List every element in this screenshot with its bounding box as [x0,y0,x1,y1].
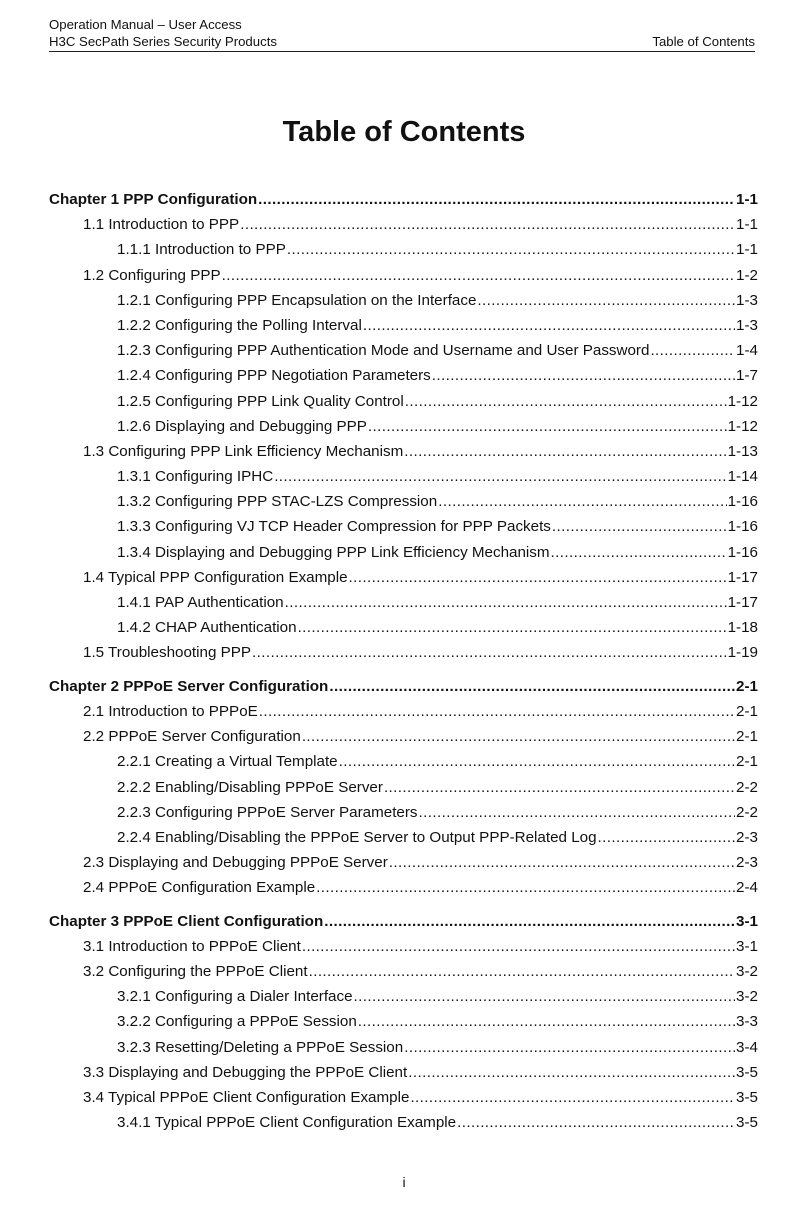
toc-subsection-entry[interactable] [49,540,758,565]
dot-leader [349,565,727,590]
toc-entry-page: 1-1 [736,191,758,208]
dot-leader [252,640,727,665]
toc-entry-page: 3-1 [736,912,758,930]
dot-leader [368,414,727,439]
toc-section-entry[interactable] [49,640,758,665]
toc-entry-title: 2.4 PPPoE Configuration Example [83,879,316,897]
toc-section-entry[interactable] [49,959,758,984]
header-line-2 [49,34,755,51]
toc-entry-page: 1-17 [727,568,758,586]
toc-entry-page: 2-1 [736,753,758,771]
toc-entry-page: 1-19 [727,644,758,662]
toc-entry-page: 1-3 [736,316,758,334]
toc-subsection-entry[interactable] [49,1110,758,1135]
toc-entry-title: 1.3.4 Displaying and Debugging PPP Link Efficiency Mechanism [117,543,550,561]
toc-entry-page: 1-12 [727,392,758,410]
toc-entry-title: 2.2.2 Enabling/Disabling PPPoE Server [117,778,383,796]
toc-entry-page: 2-3 [736,854,758,872]
toc-entry-page: 1-1 [736,216,758,234]
toc-entry-title: 1.1 Introduction to PPP [83,216,240,234]
toc-entry-title: 1.1.1 Introduction to PPP [117,241,286,259]
dot-leader [298,615,727,640]
dot-leader [222,263,735,288]
toc-entry-page: 2-1 [736,702,758,720]
dot-leader [258,187,735,212]
toc-entry-title: 1.2.4 Configuring PPP Negotiation Parameters [117,367,431,385]
toc-section-entry[interactable] [49,934,758,959]
toc-entry-page: 3-5 [736,1088,758,1106]
toc-entry-title: 1.2.6 Displaying and Debugging PPP [117,417,367,435]
toc-subsection-entry[interactable] [49,749,758,774]
dot-leader [302,934,735,959]
toc-entry-page: 1-16 [727,518,758,536]
toc-subsection-entry[interactable] [49,464,758,489]
toc-entry-title: 2.1 Introduction to PPPoE [83,702,258,720]
toc-entry-title: 1.2 Configuring PPP [83,266,221,284]
dot-leader [240,212,735,237]
dot-leader [316,875,735,900]
dot-leader [598,825,736,850]
toc-entry-page: 1-16 [727,493,758,511]
toc-entry-title: 1.4.2 CHAP Authentication [117,619,297,637]
toc-entry-page: 2-1 [736,728,758,746]
toc-entry-title: 2.2.3 Configuring PPPoE Server Parameters [117,803,418,821]
toc-subsection-entry[interactable] [49,338,758,363]
toc-subsection-entry[interactable] [49,288,758,313]
toc-entry-title: 3.2.2 Configuring a PPPoE Session [117,1013,357,1031]
toc-entry-title: 1.5 Troubleshooting PPP [83,644,252,662]
toc-chapter-entry[interactable] [49,187,758,212]
dot-leader [389,850,735,875]
dot-leader [410,1085,735,1110]
toc-subsection-entry[interactable] [49,775,758,800]
toc-subsection-entry[interactable] [49,237,758,262]
toc-entry-page: 1-2 [736,266,758,284]
toc-entry-page: 1-4 [736,342,758,360]
toc-entry-title: Chapter 1 PPP Configuration [49,191,258,208]
toc-entry-page: 1-14 [727,468,758,486]
dot-leader [405,389,727,414]
toc-entry-title: 3.3 Displaying and Debugging the PPPoE Client [83,1063,408,1081]
dot-leader [309,959,735,984]
toc-section-entry[interactable] [49,565,758,590]
toc-entry-page: 1-18 [727,619,758,637]
toc-entry-page: 3-4 [736,1038,758,1056]
dot-leader [287,237,735,262]
toc-subsection-entry[interactable] [49,825,758,850]
dot-leader [419,800,736,825]
toc-entry-title: 1.2.3 Configuring PPP Authentication Mode and Username and User Password [117,342,650,360]
toc-entry-title: 1.4 Typical PPP Configuration Example [83,568,348,586]
toc-section-entry[interactable] [49,439,758,464]
toc-subsection-entry[interactable] [49,389,758,414]
toc-entry-page: 3-3 [736,1013,758,1031]
toc-entry-page: 1-13 [727,442,758,460]
dot-leader [650,338,735,363]
toc-subsection-entry[interactable] [49,489,758,514]
toc-entry-title: 2.2.4 Enabling/Disabling the PPPoE Server to Output PPP-Related Log [117,828,597,846]
dot-leader [329,674,735,699]
dot-leader [404,1035,735,1060]
toc-subsection-entry[interactable] [49,363,758,388]
toc-subsection-entry[interactable] [49,984,758,1009]
dot-leader [274,464,726,489]
toc-subsection-entry[interactable] [49,313,758,338]
toc-entry-title: 1.3.2 Configuring PPP STAC-LZS Compression [117,493,438,511]
toc-entry-page: 3-2 [736,988,758,1006]
dot-leader [404,439,726,464]
toc-subsection-entry[interactable] [49,590,758,615]
dot-leader [552,514,727,539]
toc-entry-title: 1.2.2 Configuring the Polling Interval [117,316,362,334]
toc-section-entry[interactable] [49,1060,758,1085]
toc-subsection-entry[interactable] [49,615,758,640]
toc-entry-title: 3.2.1 Configuring a Dialer Interface [117,988,353,1006]
dot-leader [457,1110,735,1135]
toc-entry-title: 3.4.1 Typical PPPoE Client Configuration Example [117,1114,457,1132]
toc-entry-page: 2-3 [736,828,758,846]
dot-leader [363,313,735,338]
page-title: Table of Contents [282,116,526,148]
toc-entry-page: 1-17 [727,594,758,611]
toc-section-entry[interactable] [49,724,758,749]
toc-subsection-entry[interactable] [49,800,758,825]
dot-leader [285,590,727,615]
dot-leader [324,909,735,934]
toc-entry-title: 3.2 Configuring the PPPoE Client [83,963,308,980]
table-of-contents [49,187,758,1135]
toc-section-entry[interactable] [49,212,758,237]
toc-entry-page: 3-1 [736,937,758,955]
toc-entry-title: 1.2.1 Configuring PPP Encapsulation on the Interface [117,291,477,309]
dot-leader [432,363,735,388]
dot-leader [438,489,726,514]
dot-leader [339,749,735,774]
toc-entry-title: 1.2.5 Configuring PPP Link Quality Control [117,392,404,410]
toc-entry-title: Chapter 2 PPPoE Server Configuration [49,677,329,695]
toc-entry-page: 1-3 [736,291,758,309]
toc-entry-title: 1.3.3 Configuring VJ TCP Header Compression for PPP Packets [117,518,551,536]
toc-section-entry[interactable] [49,263,758,288]
toc-chapter-entry[interactable] [49,909,758,934]
toc-subsection-entry[interactable] [49,1035,758,1060]
toc-entry-page: 1-12 [727,417,758,435]
toc-entry-title: 1.4.1 PAP Authentication [117,594,284,611]
toc-entry-page: 3-5 [736,1063,758,1081]
dot-leader [477,288,735,313]
toc-entry-page: 2-2 [736,803,758,821]
toc-entry-page: 3-5 [736,1114,758,1132]
product-name: H3C SecPath Series Security Products [49,33,277,49]
toc-entry-page: 2-4 [736,879,758,897]
page-number: i [402,1174,406,1190]
toc-entry-page: 1-7 [736,367,758,385]
toc-subsection-entry[interactable] [49,1009,758,1034]
toc-section-entry[interactable] [49,850,758,875]
dot-leader [358,1009,735,1034]
toc-entry-page: 1-1 [736,241,758,259]
toc-entry-title: 1.3.1 Configuring IPHC [117,468,274,486]
toc-entry-title: 2.2.1 Creating a Virtual Template [117,753,338,771]
toc-entry-page: 1-16 [727,543,758,561]
toc-subsection-entry[interactable] [49,414,758,439]
toc-section-entry[interactable] [49,1085,758,1110]
dot-leader [408,1060,735,1085]
toc-entry-title: 3.4 Typical PPPoE Client Configuration Example [83,1088,410,1106]
toc-entry-page: 2-1 [736,677,758,695]
toc-entry-page: 2-2 [736,778,758,796]
toc-entry-title: 2.2 PPPoE Server Configuration [83,728,301,746]
toc-section-entry[interactable] [49,875,758,900]
toc-section-entry[interactable] [49,699,758,724]
dot-leader [384,775,735,800]
running-header [49,17,755,52]
toc-entry-page: 3-2 [736,963,758,980]
toc-entry-title: 1.3 Configuring PPP Link Efficiency Mechanism [83,442,404,460]
dot-leader [354,984,736,1009]
toc-entry-title: Chapter 3 PPPoE Client Configuration [49,912,324,930]
toc-entry-title: 2.3 Displaying and Debugging PPPoE Server [83,854,388,872]
dot-leader [259,699,735,724]
section-name: Table of Contents [652,33,755,49]
toc-entry-title: 3.1 Introduction to PPPoE Client [83,937,301,955]
toc-chapter-entry[interactable] [49,674,758,699]
toc-subsection-entry[interactable] [49,514,758,539]
toc-entry-title: 3.2.3 Resetting/Deleting a PPPoE Session [117,1038,404,1056]
dot-leader [302,724,735,749]
manual-title: Operation Manual – User Access [49,17,242,32]
dot-leader [551,540,727,565]
